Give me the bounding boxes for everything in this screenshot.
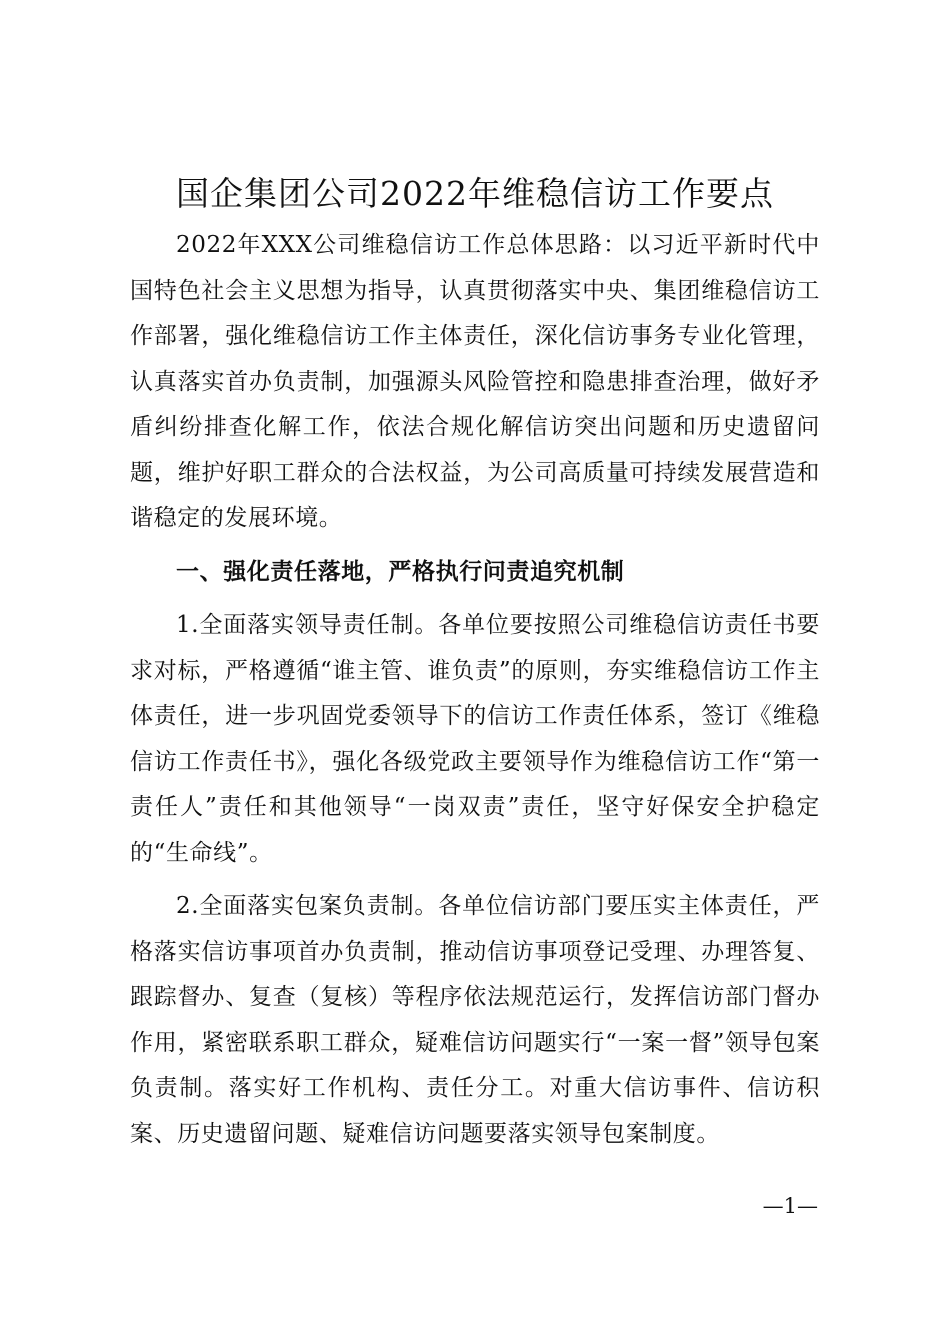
- document-title: 国企集团公司2022年维稳信访工作要点: [176, 174, 774, 213]
- section-heading: 一、强化责任落地，严格执行问责追究机制: [176, 558, 625, 585]
- intro-paragraph: 2022年XXX公司维稳信访工作总体思路：以习近平新时代中国特色社会主义思想为指导，认真贯彻落实中央、集团维稳信访工作部署，强化维稳信访工作主体责任，深化信访事务专业化管理，认真落实首办负责制，加强源头风险管控和隐患排查治理，做好矛盾纠纷排查化解工作，依法合规化解信访突出问题和历史遗留问题，维护好职工群众的合法权益，为公司高质量可持续发展营造和谐稳定的发展环境。: [130, 232, 820, 531]
- page-number: —1—: [762, 1194, 818, 1218]
- item-paragraph-2: 2.全面落实包案负责制。各单位信访部门要压实主体责任，严格落实信访事项首办负责制，推动信访事项登记受理、办理答复、跟踪督办、复查（复核）等程序依法规范运行，发挥信访部门督办作用，紧密联系职工群众，疑难信访问题实行“一案一督”领导包案负责制。落实好工作机构、责任分工。对重大信访事件、信访积案、历史遗留问题、疑难信访问题要落实领导包案制度。: [130, 893, 820, 1147]
- item-paragraph-1: 1.全面落实领导责任制。各单位要按照公司维稳信访责任书要求对标，严格遵循“谁主管、谁负责”的原则，夯实维稳信访工作主体责任，进一步巩固党委领导下的信访工作责任体系，签订《维稳信访工作责任书》，强化各级党政主要领导作为维稳信访工作“第一责任人”责任和其他领导“一岗双责”责任，坚守好保安全护稳定的“生命线”。: [130, 612, 820, 866]
- document-body: [130, 223, 820, 1157]
